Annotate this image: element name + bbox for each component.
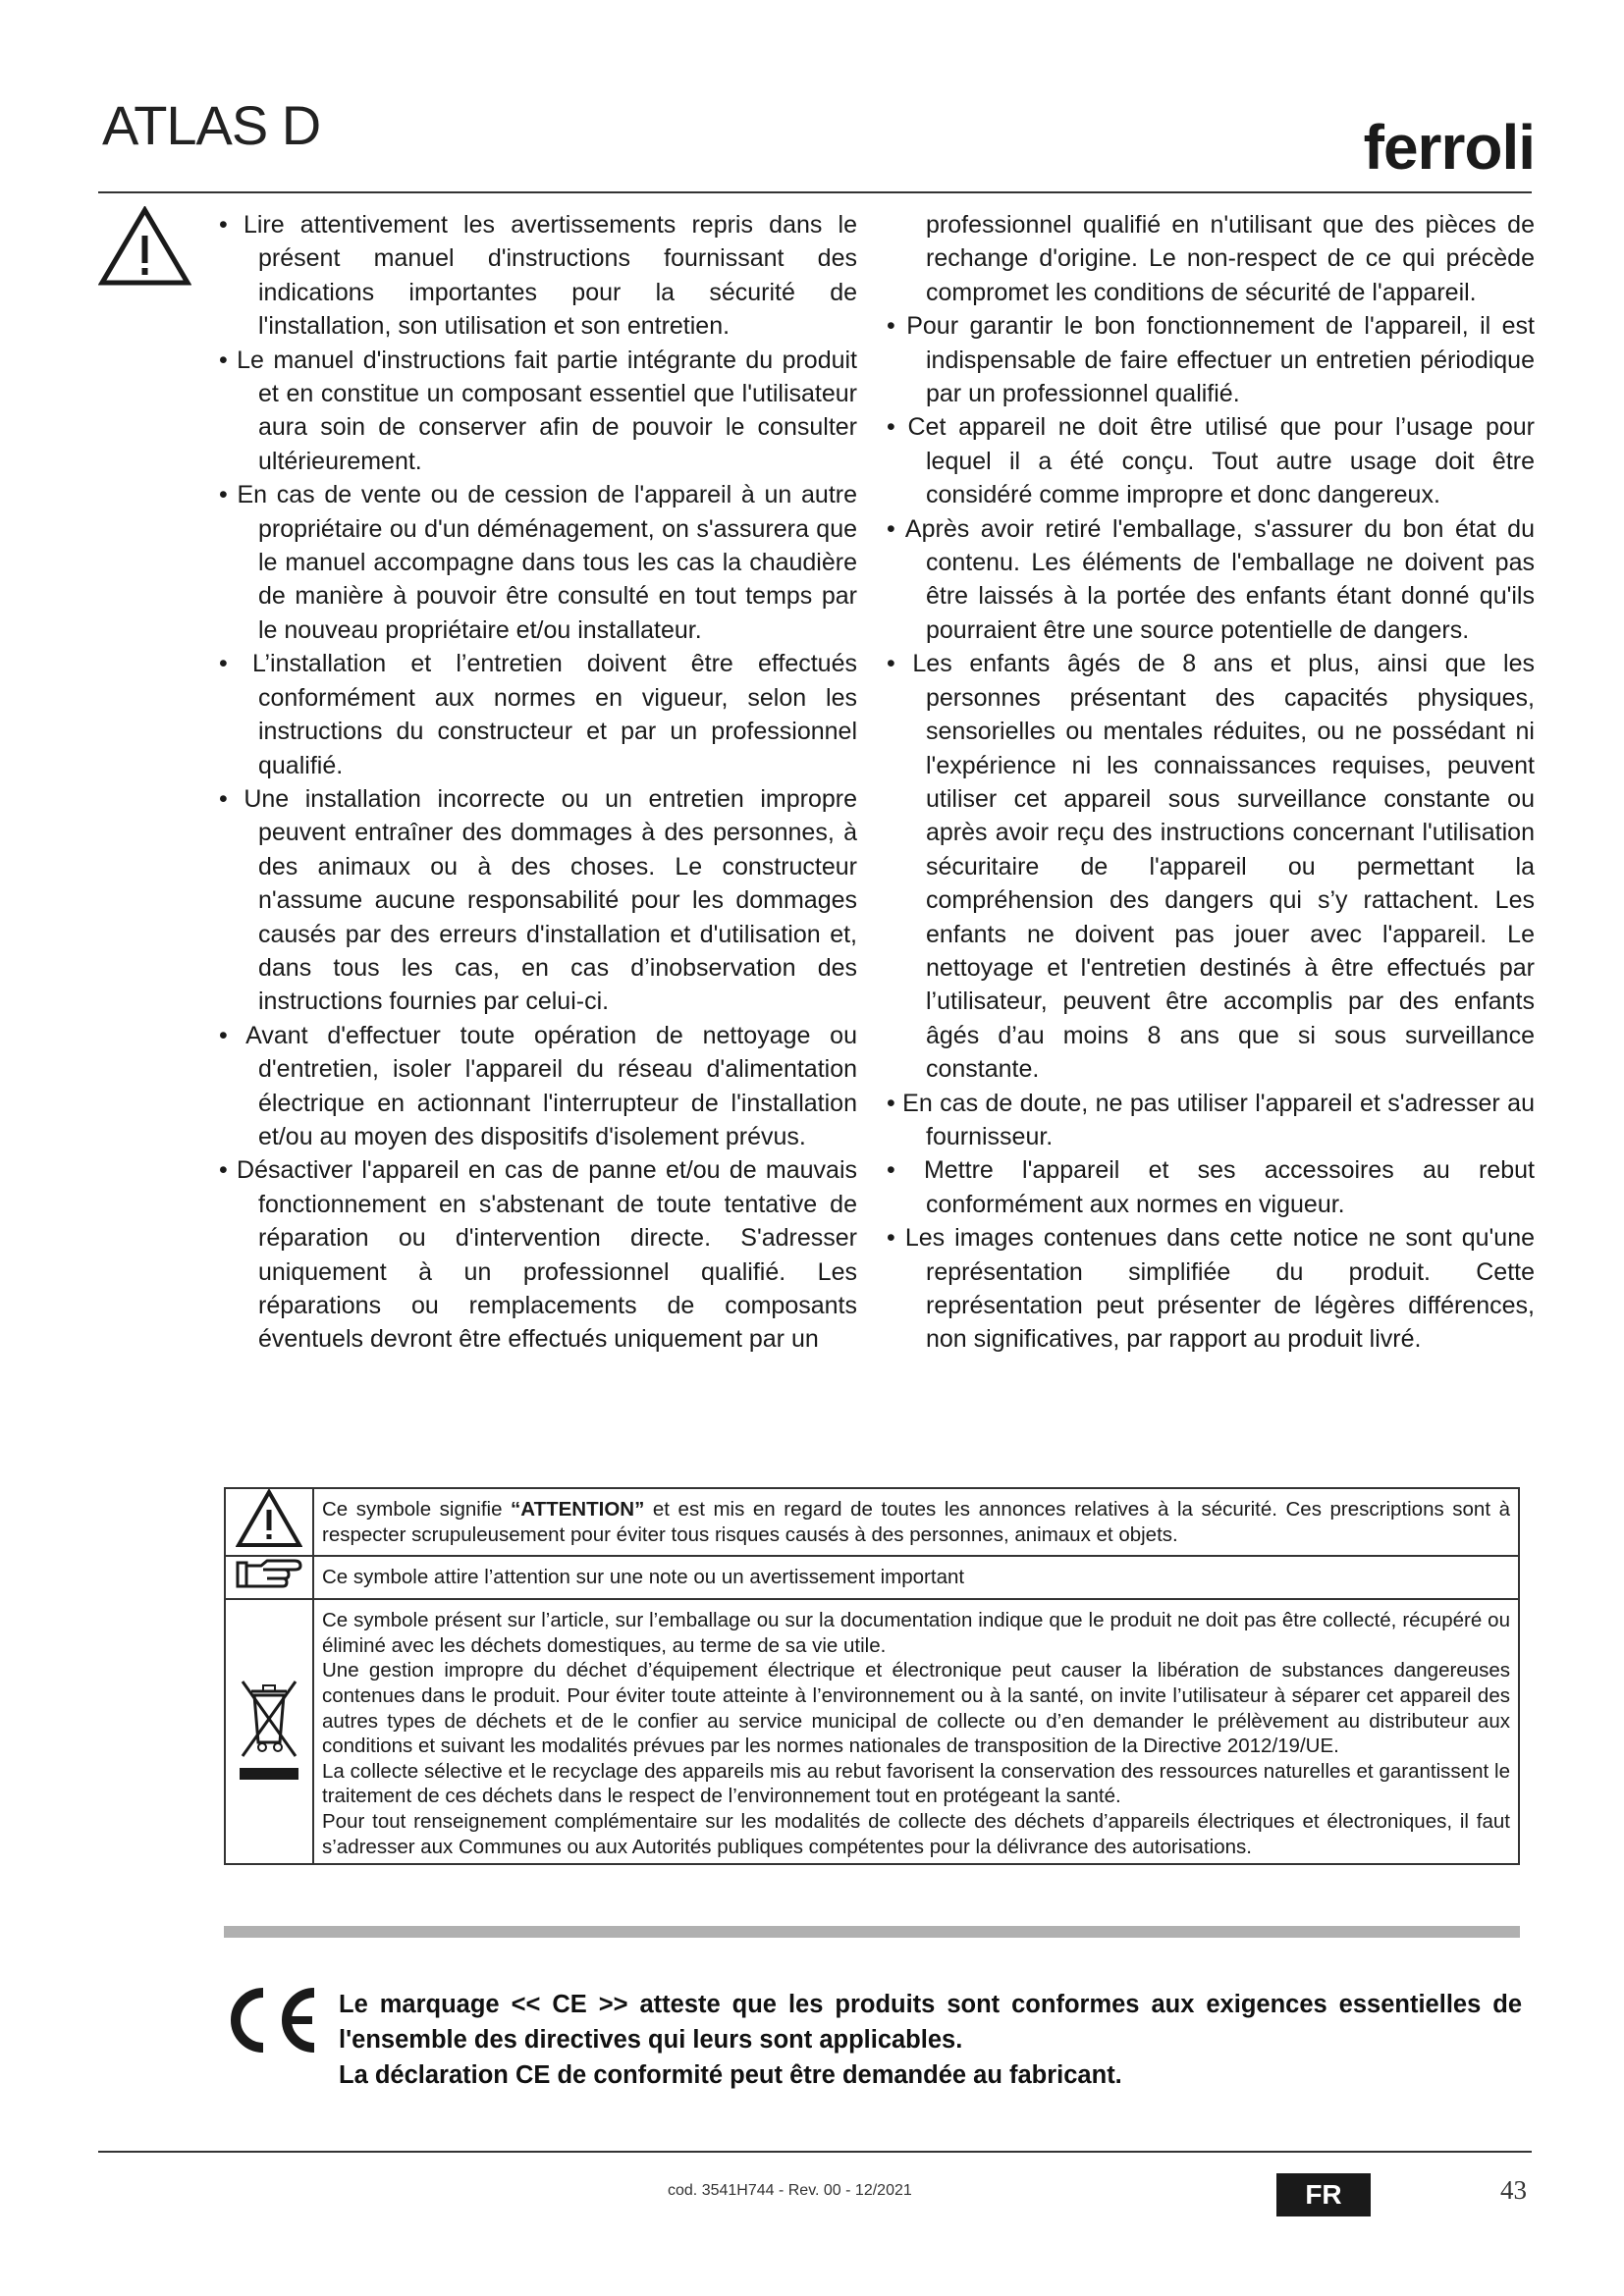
ce-statement bbox=[339, 1987, 1522, 2093]
ce-statement-line: Le marquage << CE >> atteste que les produits sont conformes aux exigences essentielles de l'ensemble des directives qui leurs sont applicables. bbox=[339, 1991, 1522, 2054]
warning-item: • Après avoir retiré l'emballage, s'assurer du bon état du contenu. Les éléments de l'emballage ne doivent pas être laissés à la portée des enfants étant donné qu'ils pourraient être une source potentielle de dangers. bbox=[887, 512, 1535, 648]
warning-item: • Une installation incorrecte ou un entretien impropre peuvent entraîner des dommages à des personnes, à des animaux ou à des choses. Le constructeur n'assume aucune responsabilité pour les dommages causés par des erreurs d'installation et d'utilisation et, dans tous les cas, en cas d’inobservation des instructions fournies par celui-ci. bbox=[219, 782, 857, 1019]
weee-paragraph: Pour tout renseignement complémentaire sur les modalités de collecte des déchets d’appareils électriques et électroniques, il faut s’adresser aux Communes ou aux Autorités publiques compétentes pour la délivrance des autorisations. bbox=[322, 1809, 1510, 1858]
weee-paragraph: Une gestion impropre du déchet d’équipement électrique et électronique peut causer la libération de substances dangereuses contenues dans le produit. Pour éviter toute atteinte à l’environnement ou à la santé, on invite l’utilisateur à séparer cet appareil des autres types de déchets et de le confier au service municipal de collecte ou d’en demander le prélèvement au distributeur aux conditions et suivant les modalités prévues par les normes nationales de transposition de la Directive 2012/19/UE. bbox=[322, 1659, 1510, 1758]
note-description: Ce symbole attire l’attention sur une note ou un avertissement important bbox=[313, 1556, 1519, 1600]
symbol-cell-attention bbox=[225, 1488, 313, 1556]
symbol-legend-table bbox=[224, 1487, 1520, 1865]
ce-mark-icon bbox=[214, 1983, 322, 2056]
symbol-row-weee bbox=[225, 1599, 1519, 1864]
warning-item: • L’installation et l’entretien doivent être effectués conformément aux normes en vigueur, selon les instructions du constructeur et par un professionnel qualifié. bbox=[219, 647, 857, 782]
warning-item: • En cas de vente ou de cession de l'appareil à un autre propriétaire ou d'un déménagement, on s'assurera que le manuel accompagne dans tous les cas la chaudière de manière à pouvoir être consulté en tout temps par le nouveau propriétaire et/ou installateur. bbox=[219, 478, 857, 647]
header-divider bbox=[98, 191, 1532, 193]
warnings-right-column bbox=[887, 208, 1535, 1357]
attention-text-pre: Ce symbole signifie bbox=[322, 1498, 512, 1521]
warning-item: • Lire attentivement les avertissements repris dans le présent manuel d'instructions fournissant des indications importantes pour la sécurité de l'installation, son utilisation et son entretien. bbox=[219, 208, 857, 344]
warning-item: • Mettre l'appareil et ses accessoires au rebut conformément aux normes en vigueur. bbox=[887, 1153, 1535, 1221]
warning-item: • Le manuel d'instructions fait partie intégrante du produit et en constitue un composant essentiel que l'utilisateur aura soin de conserver afin de pouvoir le consulter ultérieurement. bbox=[219, 344, 857, 479]
warning-item: • Avant d'effectuer toute opération de nettoyage ou d'entretien, isoler l'appareil du réseau d'alimentation électrique en actionnant l'interrupteur de l'installation et/ou au moyen des dispositifs d'isolement prévus. bbox=[219, 1019, 857, 1154]
crossed-bin-icon bbox=[235, 1670, 303, 1788]
attention-text-bold: “ATTENTION” bbox=[511, 1498, 645, 1521]
weee-paragraph: La collecte sélective et le recyclage des appareils mis au rebut favorisent la conservation des ressources naturelles et garantissent le traitement de ces déchets dans le respect de l’environnement tout en protégeant la santé. bbox=[322, 1759, 1510, 1808]
warning-item: • Les enfants âgés de 8 ans et plus, ainsi que les personnes présentant des capacités physiques, sensorielles ou mentales réduites, ou ne possédant ni l'expérience ni les connaissances requises, peuvent utiliser cet appareil sous surveillance constante ou après avoir reçu des instructions concernant l'utilisation sécuritaire de l'appareil ou permettant la compréhension des dangers qui s’y rattachent. Les enfants ne doivent pas jouer avec l'appareil. Le nettoyage et l'entretien destinés à être effectués par l’utilisateur, peuvent être accomplis par des enfants âgés d’au moins 8 ans que si sous surveillance constante. bbox=[887, 647, 1535, 1086]
symbol-row-note bbox=[225, 1556, 1519, 1600]
warning-item: • Les images contenues dans cette notice ne sont qu'une représentation simplifiée du produit. Cette représentation peut présenter de légères différences, non significatives, par rapport au produit livré. bbox=[887, 1221, 1535, 1357]
table-bottom-bar bbox=[224, 1926, 1520, 1938]
symbol-cell-weee bbox=[225, 1599, 313, 1864]
warning-item: • Désactiver l'appareil en cas de panne et/ou de mauvais fonctionnement en s'abstenant de toute tentative de réparation ou d'intervention directe. S'adresser uniquement à un professionnel qualifié. Les réparations ou remplacements de composants éventuels devront être effectués uniquement par un bbox=[219, 1153, 857, 1356]
ce-statement-line: La déclaration CE de conformité peut être demandée au fabricant. bbox=[339, 2061, 1122, 2089]
page-number: 43 bbox=[1500, 2175, 1527, 2205]
document-code: cod. 3541H744 - Rev. 00 - 12/2021 bbox=[668, 2182, 912, 2199]
brand-logo bbox=[1360, 108, 1537, 187]
attention-triangle-icon bbox=[236, 1489, 302, 1548]
warning-item: professionnel qualifié en n'utilisant que des pièces de rechange d'origine. Le non-respect de ce qui précède compromet les conditions de sécurité de l'appareil. bbox=[926, 211, 1535, 306]
warning-item: • En cas de doute, ne pas utiliser l'appareil et s'adresser au fournisseur. bbox=[887, 1087, 1535, 1154]
page-title: ATLAS D bbox=[102, 94, 321, 156]
weee-paragraph: Ce symbole présent sur l’article, sur l’emballage ou sur la documentation indique que le produit ne doit pas être collecté, récupéré ou éliminé avec les déchets domestiques, au terme de sa vie utile. bbox=[322, 1609, 1510, 1657]
brand-logo-text: ferroli bbox=[1363, 112, 1535, 183]
weee-description bbox=[313, 1599, 1519, 1864]
footer-divider bbox=[98, 2151, 1532, 2153]
pointing-hand-icon bbox=[234, 1557, 304, 1592]
attention-text-post: et est mis en regard de toutes les annonces relatives à la sécurité. Ces prescriptions sont à respecter scrupuleusement pour éviter tous risques causés à des personnes, animaux et objets. bbox=[322, 1498, 1510, 1546]
symbol-cell-note bbox=[225, 1556, 313, 1600]
warning-triangle-icon bbox=[98, 206, 191, 287]
warning-item: • Cet appareil ne doit être utilisé que pour l’usage pour lequel il a été conçu. Tout autre usage doit être considéré comme impropre et donc dangereux. bbox=[887, 410, 1535, 511]
symbol-row-attention bbox=[225, 1488, 1519, 1556]
warning-item: • Pour garantir le bon fonctionnement de l'appareil, il est indispensable de faire effectuer un entretien périodique par un professionnel qualifié. bbox=[887, 309, 1535, 410]
language-badge: FR bbox=[1276, 2173, 1371, 2216]
warnings-left-column bbox=[219, 208, 857, 1357]
attention-description bbox=[313, 1488, 1519, 1556]
